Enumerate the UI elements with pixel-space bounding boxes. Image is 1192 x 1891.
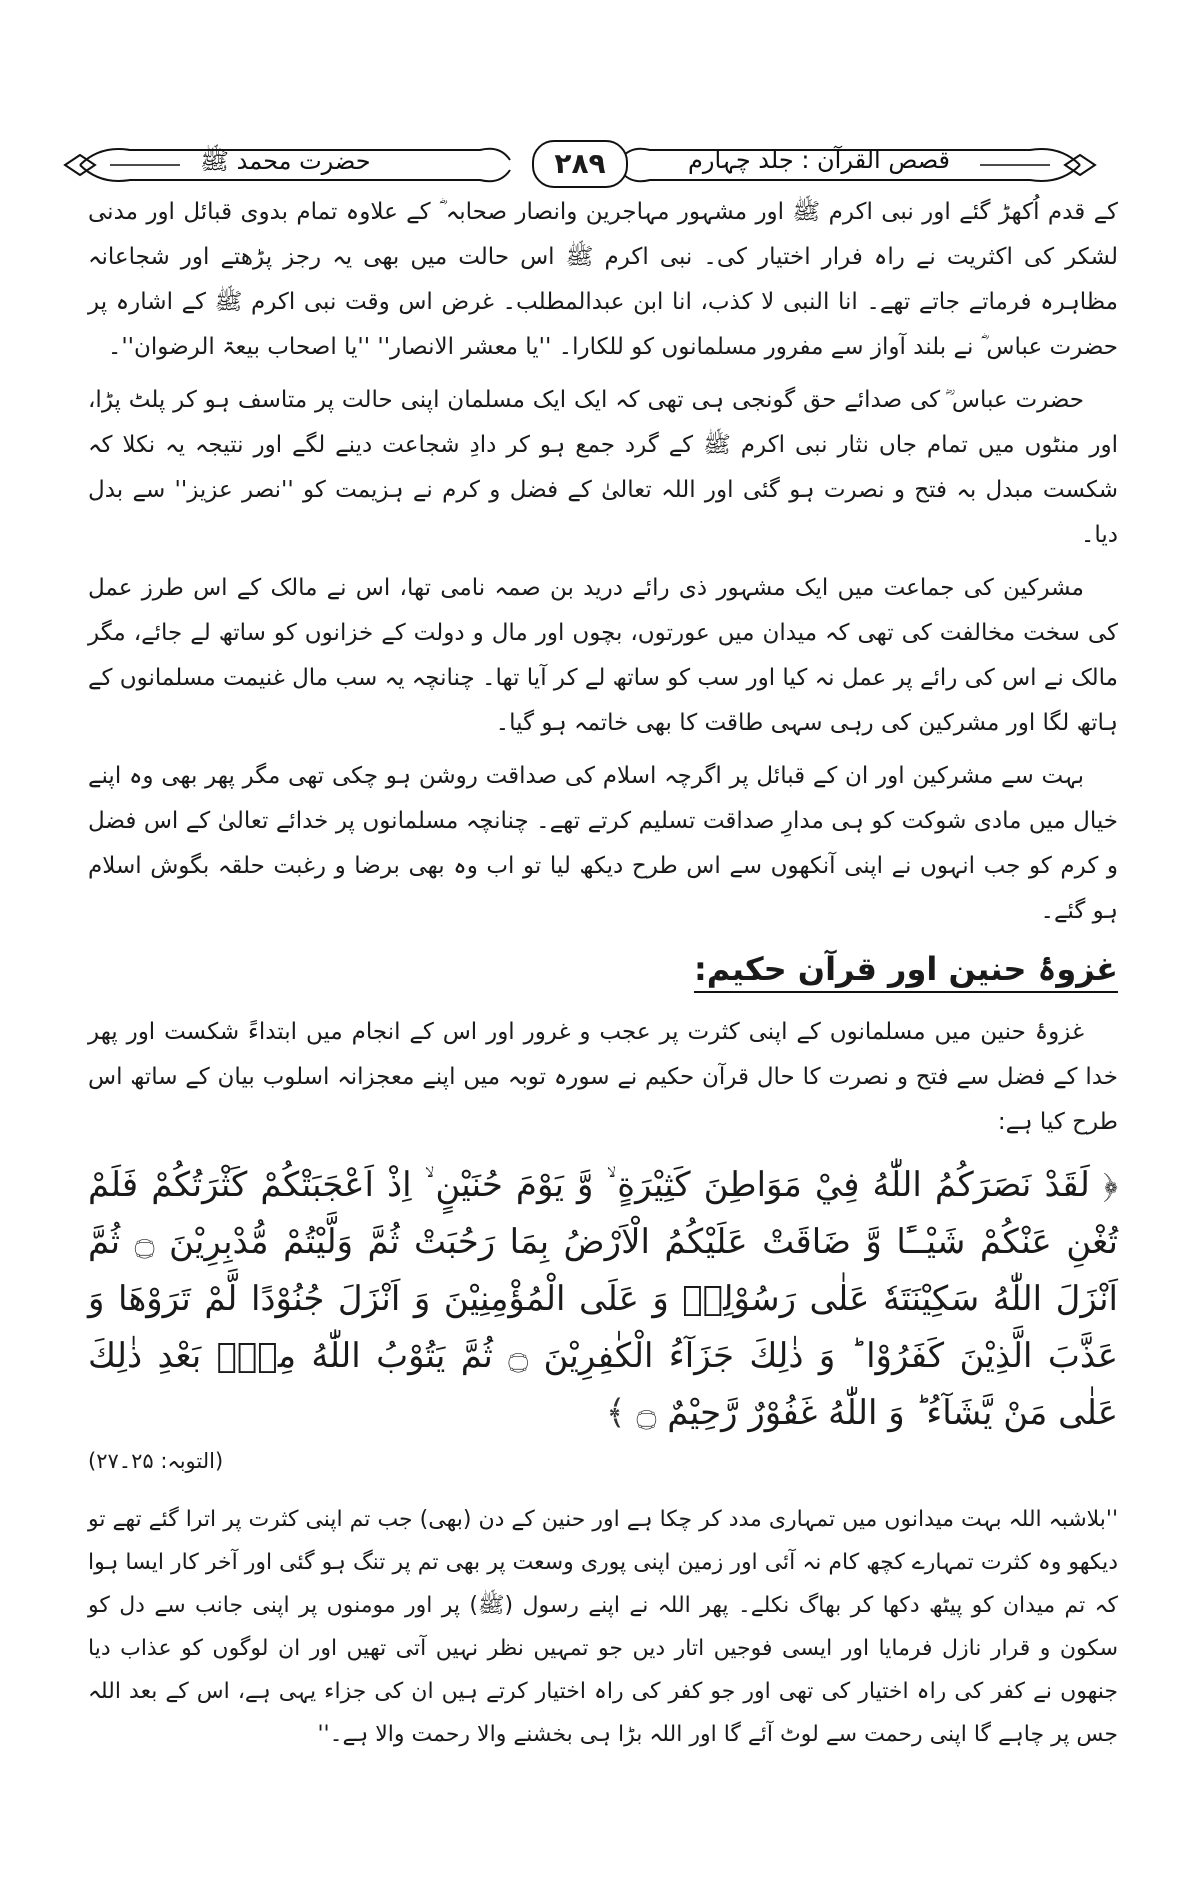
quran-verse — [88, 1157, 1118, 1442]
verse-translation: ''بلاشبہ اللہ بہت میدانوں میں تمہاری مدد کر چکا ہے اور حنین کے دن (بھی) جب تم اپنی کثرت پر اترا گئے تھے تو دیکھو وہ کثرت تمہارے کچھ کام نہ آئی اور زمین اپنی پوری وسعت پر بھی تم پر تنگ ہو گئی اور آخر کار ایسا ہوا کہ تم میدان کو پیٹھ دکھا کر بھاگ نکلے۔ پھر اللہ نے اپنے رسول (ﷺ) پر اور مومنوں پر اپنی جانب سے دل کو سکون و قرار نازل فرمایا اور ایسی فوجیں اتار دیں جو تمہیں نظر نہیں آتی تھیں اور ان لوگوں کو عذاب دیا جنھوں نے کفر کی راہ اختیار کی تھی اور جو کفر کی راہ اختیار کرتے ہیں ان کی جزاء یہی ہے، اس کے بعد اللہ جس پر چاہے گا اپنی رحمت سے لوٹ آئے گا اور اللہ بڑا ہی بخشنے والا رحمت والا ہے۔'' — [88, 1507, 1118, 1747]
verse-open-bracket: ﴿ — [1102, 1165, 1119, 1205]
paragraph-1: کے قدم اُکھڑ گئے اور نبی اکرم ﷺ اور مشہور مہاجرین وانصار صحابہ ؓ کے علاوہ تمام بدوی قبائل اور مدنی لشکر کی اکثریت نے راہ فرار اختیار کی۔ نبی اکرم ﷺ اس حالت میں بھی یہ رجز پڑھتے اور شجاعانہ مظاہرہ فرماتے جاتے تھے۔ انا النبی لا کذب، انا ابن عبدالمطلب۔ غرض اس وقت نبی اکرم ﷺ کے اشارہ پر حضرت عباس ؓ نے بلند آواز سے مفرور مسلمانوں کو للکارا۔ ''یا معشر الانصار'' ''یا اصحاب بیعۃ الرضوان''۔ — [88, 199, 1118, 360]
page-body — [88, 190, 1118, 1778]
verse-close-bracket: ﴾ — [605, 1393, 626, 1433]
verse-text: لَقَدْ نَصَرَكُمُ اللّٰهُ فِيْ مَوَاطِنَ كَثِيْرَةٍ ۙ وَّ يَوْمَ حُنَيْنٍ ۙ اِذْ اَعْجَبَتْكُمْ كَثْرَتُكُمْ فَلَمْ تُغْنِ عَنْكُمْ شَيْــًٔا وَّ ضَاقَتْ عَلَيْكُمُ الْاَرْضُ بِمَا رَحُبَتْ ثُمَّ وَلَّيْتُمْ مُّدْبِرِيْنَ ۝ ثُمَّ اَنْزَلَ اللّٰهُ سَكِيْنَتَهٗ عَلٰى رَسُوْلِهٖ وَ عَلَى الْمُؤْمِنِيْنَ وَ اَنْزَلَ جُنُوْدًا لَّمْ تَرَوْهَا وَ عَذَّبَ الَّذِيْنَ كَفَرُوْا ؕ وَ ذٰلِكَ جَزَآءُ الْكٰفِرِيْنَ ۝ ثُمَّ يَتُوْبُ اللّٰهُ مِنْۢ بَعْدِ ذٰلِكَ عَلٰى مَنْ يَّشَآءُ ؕ وَ اللّٰهُ غَفُوْرٌ رَّحِيْمٌ ۝ — [88, 1165, 1118, 1433]
page-number: ۲۸۹ — [532, 140, 628, 188]
book-title: قصص القرآن : جلد چہارم — [688, 146, 950, 174]
section-heading-text: غزوۂ حنین اور قرآن حکیم: — [694, 950, 1118, 993]
chapter-title: حضرت محمد ﷺ — [200, 147, 371, 175]
verse-reference: (التوبہ: ۲۵۔۲۷) — [88, 1449, 224, 1473]
paragraph-2: حضرت عباس ؓ کی صدائے حق گونجی ہی تھی کہ ایک ایک مسلمان اپنی حالت پر متاسف ہو کر پلٹ پڑا، اور منٹوں میں تمام جاں نثار نبی اکرم ﷺ کے گرد جمع ہو کر دادِ شجاعت دینے لگے اور نتیجہ یہ نکلا کہ شکست مبدل بہ فتح و نصرت ہو گئی اور اللہ تعالیٰ کے فضل و کرم نے ہزیمت کو ''نصر عزیز'' سے بدل دیا۔ — [88, 387, 1118, 548]
page-header — [60, 140, 1100, 190]
section-intro: غزوۂ حنین میں مسلمانوں کے اپنی کثرت پر عجب و غرور اور اس کے انجام میں ابتداءً شکست اور پھر خدا کے فضل سے فتح و نصرت کا حال قرآن حکیم نے سورہ توبہ میں اپنے معجزانہ اسلوب بیان کے ساتھ اس طرح کیا ہے: — [88, 1019, 1118, 1135]
paragraph-3: مشرکین کی جماعت میں ایک مشہور ذی رائے درید بن صمہ نامی تھا، اس نے مالک کے اس طرز عمل کی سخت مخالفت کی تھی کہ میدان میں عورتوں، بچوں اور مال و دولت کے خزانوں کو ساتھ لے جائے، مگر مالک نے اس کی رائے پر عمل نہ کیا اور سب کو ساتھ لے کر آیا تھا۔ چنانچہ یہ سب مال غنیمت مسلمانوں کے ہاتھ لگا اور مشرکین کی رہی سہی طاقت کا بھی خاتمہ ہو گیا۔ — [88, 575, 1118, 736]
paragraph-4: بہت سے مشرکین اور ان کے قبائل پر اگرچہ اسلام کی صداقت روشن ہو چکی تھی مگر پھر بھی وہ اپنے خیال میں مادی شوکت کو ہی مدارِ صداقت تسلیم کرتے تھے۔ چنانچہ مسلمانوں پر خدائے تعالیٰ کے اس فضل و کرم کو جب انہوں نے اپنی آنکھوں سے اس طرح دیکھ لیا تو اب وہ بھی برضا و رغبت حلقہ بگوش اسلام ہو گئے۔ — [88, 763, 1118, 924]
section-heading — [88, 942, 1118, 996]
